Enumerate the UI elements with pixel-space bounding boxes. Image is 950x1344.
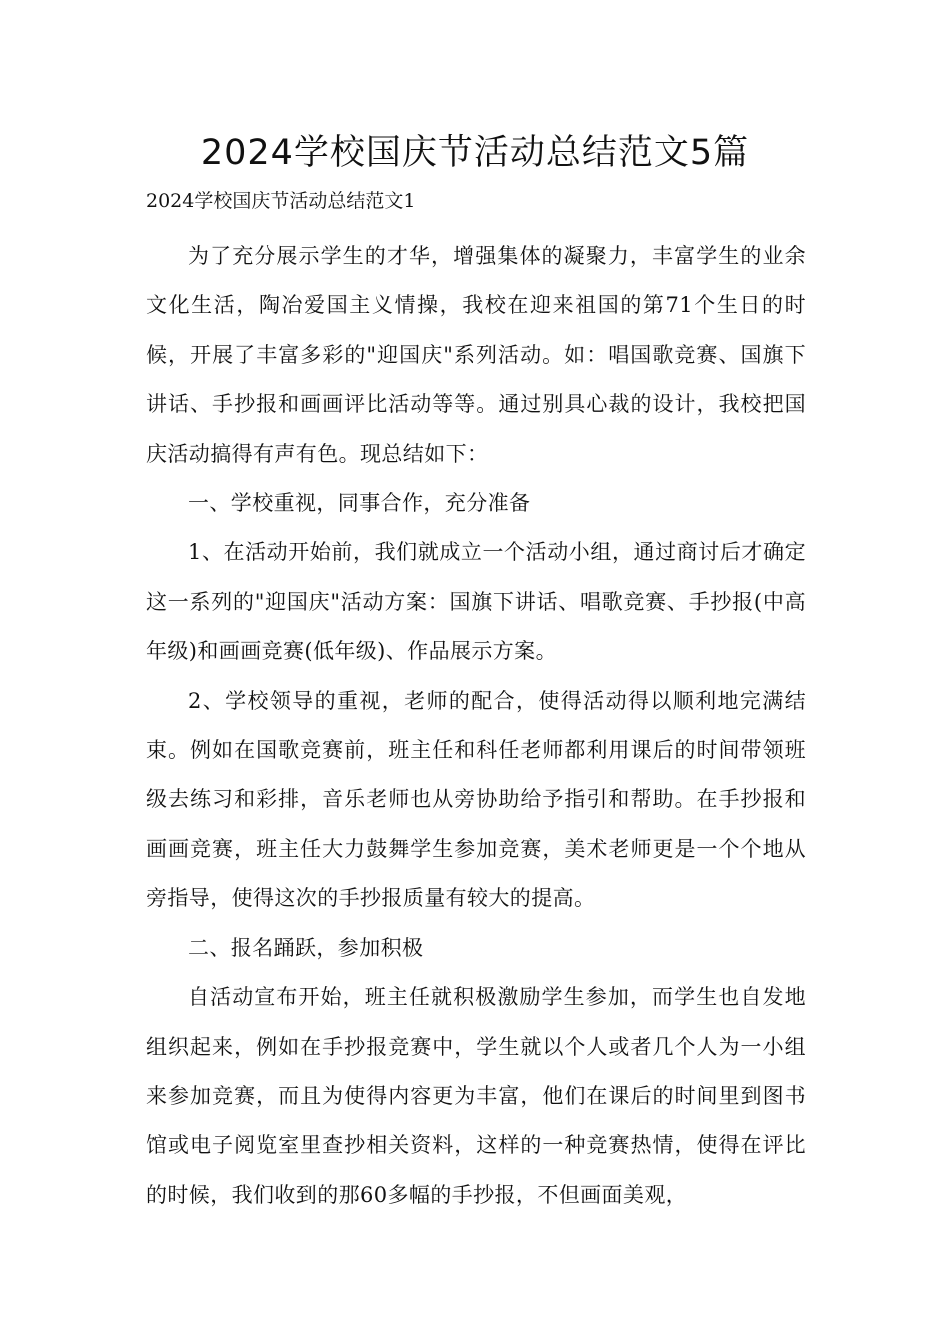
paragraph-participation: 自活动宣布开始，班主任就积极激励学生参加，而学生也自发地组织起来，例如在手抄报竞赛中，学生就以个人或者几个人为一小组来参加竞赛，而且为使得内容更为丰富，他们在课后的时间里到图书馆或电子阅览室里查抄相关资料，这样的一种竞赛热情，使得在评比的时候，我们收到的那60多幅的手抄报，不但画面美观， <box>146 985 806 1207</box>
document-title: 2024学校国庆节活动总结范文5篇 <box>200 133 750 173</box>
paragraph-item-2: 2、学校领导的重视，老师的配合，使得活动得以顺利地完满结束。例如在国歌竞赛前，班主任和科任老师都利用课后的时间带领班级去练习和彩排，音乐老师也从旁协助给予指引和帮助。在手抄报和画画竞赛，班主任大力鼓舞学生参加竞赛，美术老师更是一个个地从旁指导，使得这次的手抄报质量有较大的提高。 <box>146 688 806 911</box>
paragraph-item-1: 1、在活动开始前，我们就成立一个活动小组，通过商讨后才确定这一系列的"迎国庆"活动方案：国旗下讲话、唱歌竞赛、手抄报(中高年级)和画画竞赛(低年级)、作品展示方案。 <box>146 540 806 664</box>
section-heading-1: 一、学校重视，同事合作，充分准备 <box>188 491 531 516</box>
section-heading-2: 二、报名踊跃，参加积极 <box>188 935 424 960</box>
document-subtitle: 2024学校国庆节活动总结范文1 <box>146 190 416 212</box>
paragraph-intro: 为了充分展示学生的才华，增强集体的凝聚力，丰富学生的业余文化生活，陶冶爱国主义情操，我校在迎来祖国的第71个生日的时候，开展了丰富多彩的"迎国庆"系列活动。如：唱国歌竞赛、国旗下讲话、手抄报和画画评比活动等等。通过别具心裁的设计，我校把国庆活动搞得有声有色。现总结如下： <box>146 244 806 466</box>
document-body <box>146 232 806 1220</box>
